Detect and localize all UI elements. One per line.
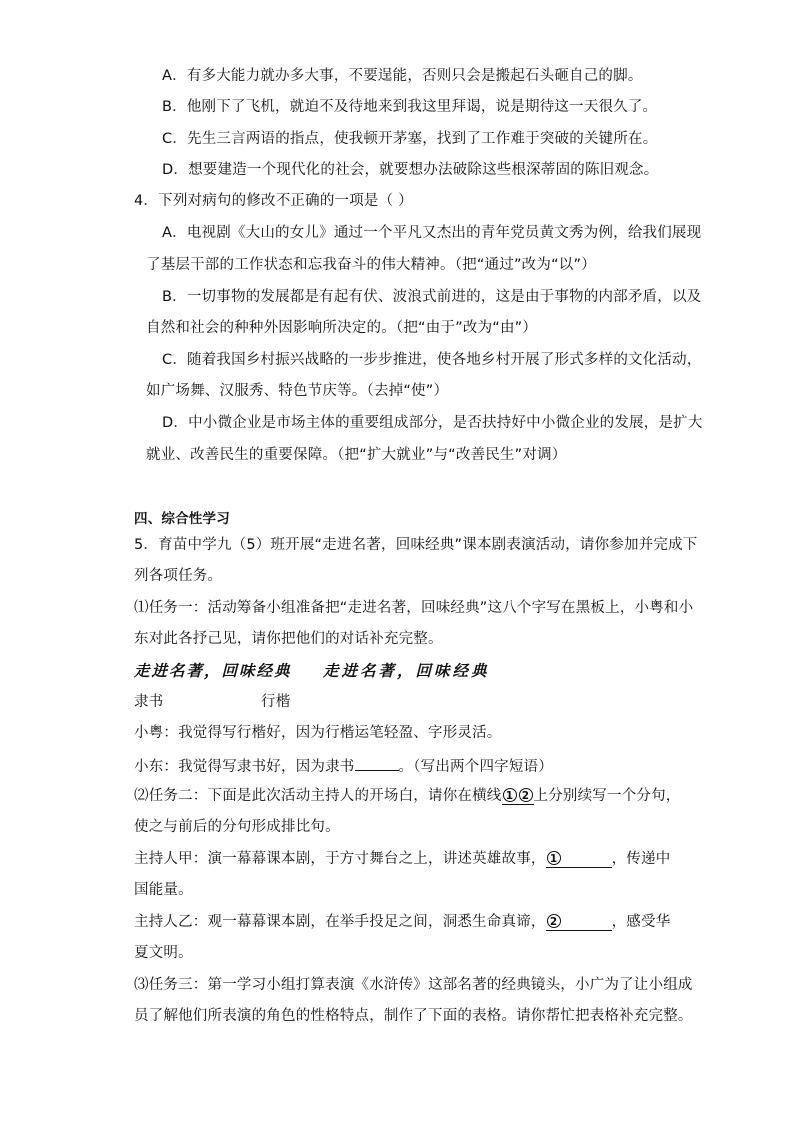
xiaodong-dialogue bbox=[134, 756, 553, 776]
host2-blank[interactable] bbox=[546, 914, 612, 931]
xiaodong-text-a: 小东：我觉得写隶书好，因为隶书 bbox=[134, 759, 355, 775]
host1-text-b: ，传递中 bbox=[611, 851, 671, 867]
task3-line1: ⑶任务三：第一学习小组打算表演《水浒传》这部名著的经典镜头，小广为了让小组成 bbox=[134, 977, 693, 993]
q4-stem: 4．下列对病句的修改不正确的一项是（ ） bbox=[134, 193, 413, 209]
q3-option-b: B．他刚下了飞机，就迫不及待地来到我这里拜谒，说是期待这一天很久了。 bbox=[162, 99, 658, 115]
task2-markers bbox=[502, 788, 534, 805]
label-xingkai: 行楷 bbox=[261, 694, 291, 710]
task3-line2: 员了解他们所表演的角色的性格特点，制作了下面的表格。请你帮忙把表格补充完整。 bbox=[134, 1008, 693, 1024]
host1-text-a: 主持人甲：演一幕幕课本剧，于方寸舞台之上，讲述英雄故事， bbox=[134, 851, 546, 867]
section-heading: 四、综合性学习 bbox=[134, 511, 230, 527]
xiaoyue-dialogue: 小粤：我觉得写行楷好，因为行楷运笔轻盈、字形灵活。 bbox=[134, 725, 502, 741]
host2-text-b: ，感受华 bbox=[611, 914, 671, 930]
q3-option-c: C．先生三言两语的指点，使我顿开茅塞，找到了工作难于突破的关键所在。 bbox=[162, 131, 658, 147]
task2-text-a: ⑵任务二：下面是此次活动主持人的开场白，请你在横线 bbox=[134, 788, 502, 804]
calligraphy-xingkai-sample: 走进名著，回味经典 bbox=[323, 661, 490, 680]
q4-option-a-line1: A．电视剧《大山的女儿》通过一个平凡又杰出的青年党员黄文秀为例，给我们展现 bbox=[162, 225, 702, 241]
circled-two: 2 bbox=[519, 788, 533, 802]
q4-option-c-line1: C．随着我国乡村振兴战略的一步步推进，使各地乡村开展了形式多样的文化活动， bbox=[162, 352, 702, 368]
label-lishu: 隶书 bbox=[134, 694, 164, 710]
host1-line2: 国能量。 bbox=[134, 882, 193, 898]
task1-line2: 东对此各抒己见，请你把他们的对话补充完整。 bbox=[134, 631, 443, 647]
q4-option-a-line2: 了基层干部的工作状态和忘我奋斗的伟大精神。（把“通过”改为“以”） bbox=[146, 257, 596, 273]
task2-text-b: 上分别续写一个分句， bbox=[533, 788, 681, 804]
host1-blank[interactable] bbox=[546, 851, 612, 868]
q4-option-b-line2: 自然和社会的种种外因影响所决定的。（把“由于”改为“由”） bbox=[146, 320, 538, 336]
q3-option-a: A．有多大能力就办多大事，不要逞能，否则只会是搬起石头砸自己的脚。 bbox=[162, 68, 643, 84]
q4-option-d-line2: 就业、改善民生的重要保障。（把“扩大就业”与“改善民生”对调） bbox=[146, 447, 567, 463]
host2-text-a: 主持人乙：观一幕幕课本剧，在举手投足之间，洞悉生命真谛， bbox=[134, 914, 546, 930]
task2-line1 bbox=[134, 787, 681, 805]
answer-blank-lishu[interactable] bbox=[355, 756, 399, 771]
xiaodong-text-b: 。（写出两个四字短语） bbox=[398, 759, 553, 775]
circled-one: 1 bbox=[503, 788, 517, 802]
q4-option-d-line1: D．中小微企业是市场主体的重要组成部分，是否扶持好中小微企业的发展，是扩大 bbox=[162, 415, 703, 431]
host2-line2: 夏文明。 bbox=[134, 945, 193, 961]
circled-one: 1 bbox=[547, 851, 561, 865]
host1-line1 bbox=[134, 850, 670, 868]
circled-two: 2 bbox=[547, 914, 561, 928]
q4-option-b-line1: B．一切事物的发展都是有起有伏、波浪式前进的，这是由于事物的内部矛盾，以及 bbox=[162, 289, 702, 305]
q3-option-d: D．想要建造一个现代化的社会，就要想办法破除这些根深蒂固的陈旧观念。 bbox=[162, 162, 659, 178]
q5-line2: 列各项任务。 bbox=[134, 568, 223, 584]
q5-line1: 5．育苗中学九（5）班开展“走进名著，回味经典”课本剧表演活动，请你参加并完成下 bbox=[134, 537, 698, 553]
task2-line2: 使之与前后的分句形成排比句。 bbox=[134, 819, 340, 835]
calligraphy-lishu-sample: 走进名著，回味经典 bbox=[134, 661, 292, 680]
host2-line1 bbox=[134, 913, 670, 931]
task1-line1: ⑴任务一：活动筹备小组准备把“走进名著，回味经典”这八个字写在黑板上，小粤和小 bbox=[134, 600, 694, 616]
q4-option-c-line2: 如广场舞、汉服秀、特色节庆等。（去掉“使”） bbox=[146, 383, 449, 399]
